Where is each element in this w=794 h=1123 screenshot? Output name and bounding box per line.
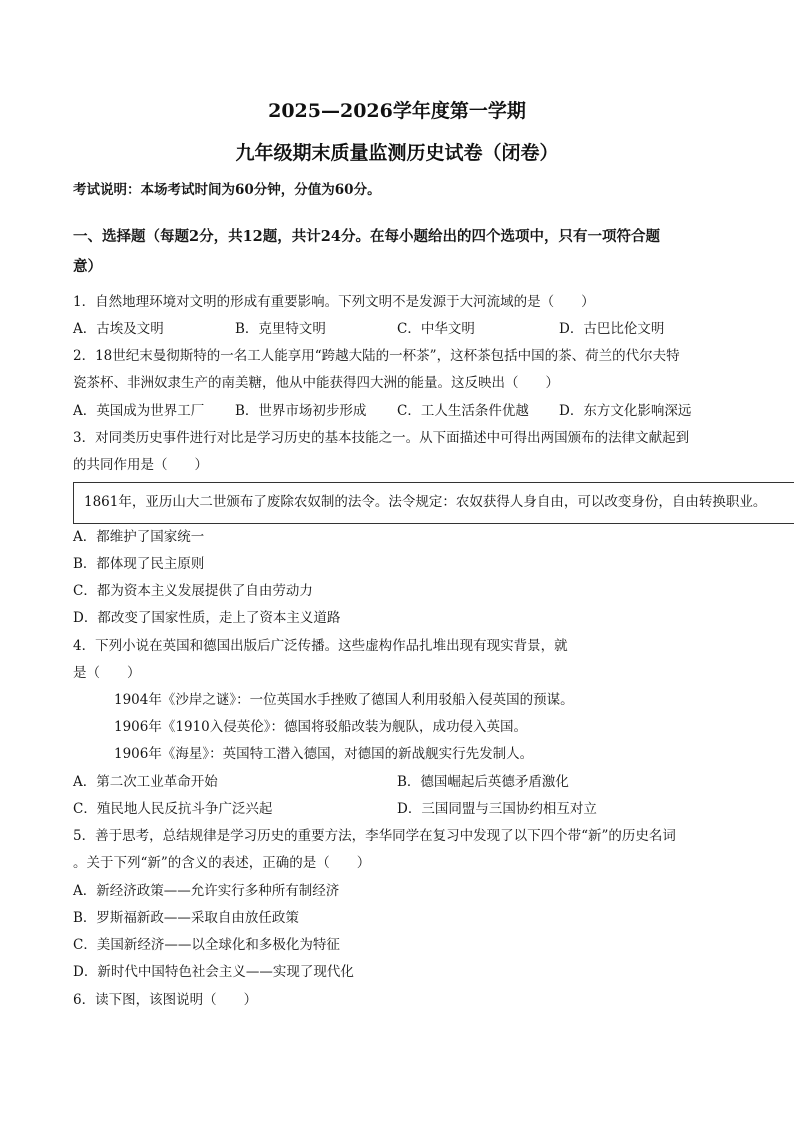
question-4-material-3: 1906年《海星》：英国特工潜入德国，对德国的新战舰实行先发制人。: [114, 746, 534, 762]
question-3-stem-line1: 3．对同类历史事件进行对比是学习历史的基本技能之一。从下面描述中可得出两国颁布的法律文献起到: [73, 430, 690, 446]
question-3-option-a: A．都维护了国家统一: [73, 529, 205, 545]
question-3-option-b: B．都体现了民主原则: [73, 556, 205, 572]
question-4-stem-line1: 4．下列小说在英国和德国出版后广泛传播。这些虚构作品扎堆出现有现实背景，就: [73, 638, 568, 654]
exam-title-line2: 九年级期末质量监测历史试卷（闭卷）: [235, 142, 559, 164]
question-2-stem-line2: 瓷茶杯、非洲奴隶生产的南美糖，他从中能获得四大洲的能量。这反映出（ ）: [73, 375, 559, 391]
section-heading-line1: 一、选择题（每题2分，共12题，共计24分。在每小题给出的四个选项中，只有一项符合题: [73, 228, 660, 245]
question-3-stem-line2: 的共同作用是（ ）: [73, 457, 208, 473]
question-5-option-a: A．新经济政策——允许实行多种所有制经济: [73, 883, 340, 899]
question-1-stem: 1．自然地理环境对文明的形成有重要影响。下列文明不是发源于大河流域的是（ ）: [73, 294, 595, 310]
question-1-option-d: D．古巴比伦文明: [559, 321, 665, 337]
question-1-option-c: C．中华文明: [397, 321, 475, 337]
question-2-option-b: B．世界市场初步形成: [235, 403, 367, 419]
question-2-stem-line1: 2．18世纪末曼彻斯特的一名工人能享用“跨越大陆的一杯茶”，这杯茶包括中国的茶、荷兰的代尔夫特: [73, 348, 680, 364]
question-4-option-b: B．德国崛起后英德矛盾激化: [397, 774, 569, 790]
question-6-stem: 6．读下图，该图说明（ ）: [73, 992, 258, 1008]
question-4-option-c: C．殖民地人民反抗斗争广泛兴起: [73, 801, 273, 817]
question-3-option-c: C．都为资本主义发展提供了自由劳动力: [73, 583, 313, 599]
question-3-material-box: [73, 482, 794, 524]
section-heading-line2: 意）: [73, 258, 102, 275]
question-5-option-c: C．美国新经济——以全球化和多极化为特征: [73, 937, 340, 953]
question-4-option-d: D．三国同盟与三国协约相互对立: [397, 801, 597, 817]
question-4-material-2: 1906年《1910入侵英伦》：德国将驳船改装为舰队，成功侵入英国。: [114, 719, 527, 735]
question-2-option-d: D．东方文化影响深远: [559, 403, 692, 419]
exam-note: 考试说明：本场考试时间为60分钟，分值为60分。: [73, 182, 381, 198]
question-5-option-d: D．新时代中国特色社会主义——实现了现代化: [73, 964, 354, 980]
question-5-stem-line2: 。关于下列“新”的含义的表述，正确的是（ ）: [73, 855, 371, 871]
exam-title-line1: 2025—2026学年度第一学期: [268, 100, 526, 122]
question-3-option-d: D．都改变了国家性质，走上了资本主义道路: [73, 610, 341, 626]
question-1-option-b: B．克里特文明: [235, 321, 326, 337]
question-5-stem-line1: 5．善于思考，总结规律是学习历史的重要方法，李华同学在复习中发现了以下四个带“新”的历史名词: [73, 828, 676, 844]
question-4-material-1: 1904年《沙岸之谜》：一位英国水手挫败了德国人利用驳船入侵英国的预谋。: [114, 692, 574, 708]
question-3-material-text: 1861年，亚历山大二世颁布了废除农奴制的法令。法令规定：农奴获得人身自由，可以改变身份，自由转换职业。: [84, 494, 767, 510]
question-4-stem-line2: 是（ ）: [73, 665, 141, 681]
question-2-option-c: C．工人生活条件优越: [397, 403, 529, 419]
question-4-option-a: A．第二次工业革命开始: [73, 774, 218, 790]
question-5-option-b: B．罗斯福新政——采取自由放任政策: [73, 910, 299, 926]
question-2-option-a: A．英国成为世界工厂: [73, 403, 205, 419]
question-1-option-a: A．古埃及文明: [73, 321, 164, 337]
